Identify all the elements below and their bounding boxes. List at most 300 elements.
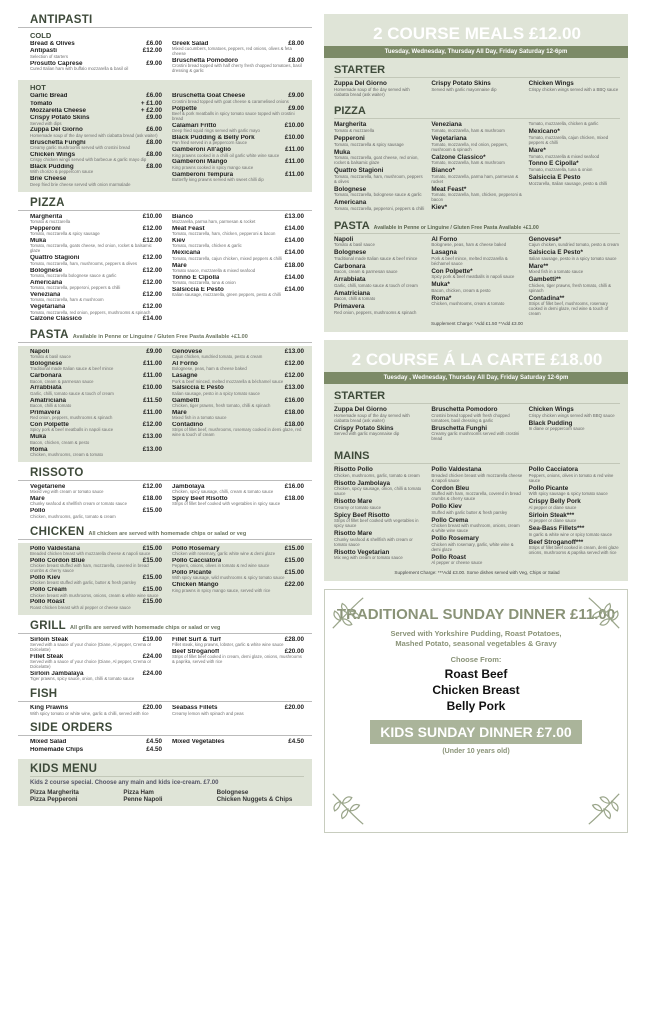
menu-item-price: £12.00 xyxy=(284,359,304,367)
special-item-name: Meat Feast* xyxy=(431,185,467,193)
menu-item xyxy=(172,238,304,249)
special-item-name: Roma* xyxy=(431,294,452,302)
special-item-name: Zuppa Del Giorno xyxy=(334,406,387,414)
meals-starter-col-1 xyxy=(334,81,425,99)
pizza-col-2 xyxy=(172,214,304,324)
meals-pizza-grid xyxy=(334,122,620,213)
olive-branch-icon xyxy=(329,594,367,632)
menu-item xyxy=(30,292,162,303)
menu-item-price: £9.00 xyxy=(146,114,162,122)
menu-item-name: Calamari Fritto xyxy=(172,122,217,129)
menu-item-name: Bread & Olives xyxy=(30,41,75,47)
special-item-name: Risotto Mare xyxy=(334,498,373,506)
special-item-name: Contadina** xyxy=(528,294,565,302)
special-item-description: Tomato, mozzarella & spicy sausage xyxy=(334,141,404,147)
menu-item-price: £12.00 xyxy=(142,303,162,311)
menu-item-description: Deep fried brie cheese served with onion marmalade xyxy=(30,181,131,187)
kids-item: Bolognese xyxy=(216,789,249,797)
special-item-name: Tonno E Cipolla* xyxy=(528,160,579,168)
menu-item-name: Primavera xyxy=(30,409,61,416)
special-item-name: Bolognese xyxy=(334,249,367,257)
menu-item-description: Chicken breast with mushrooms, onions, cream & white wine sauce xyxy=(30,592,159,598)
menu-item xyxy=(30,575,162,586)
special-item-name: Bruschetta Pomodoro xyxy=(431,406,498,414)
special-item-description: Tomato, mozzarella, pepperoni, peppers & chilli xyxy=(334,205,425,211)
menu-item-row xyxy=(30,101,162,107)
menu-item-price: £13.00 xyxy=(284,347,304,355)
menu-item-description: Garlic, chilli, tomato sauce & touch of cream xyxy=(30,390,114,396)
menu-item-name: Brie Cheese xyxy=(30,176,67,183)
special-item-name: Salsiccia E Pesto* xyxy=(528,249,583,257)
menu-item-price: £14.00 xyxy=(142,315,162,323)
menu-item xyxy=(30,48,162,59)
special-item-description: Bacon, chicken, cream & pesto xyxy=(431,287,491,293)
meals-pizza-col-3 xyxy=(529,122,620,213)
special-item-name: Lasagna xyxy=(431,249,457,257)
menu-item xyxy=(30,385,162,396)
menu-item xyxy=(172,135,304,146)
menu-item-price: £22.00 xyxy=(284,581,304,589)
menu-item-description: Tomato, mozzarella, chicken & garlic xyxy=(172,243,242,249)
special-item-description: Red onion, peppers, mushrooms & spinach xyxy=(334,309,417,315)
menu-item-description: Tomato, mozzarella, ham, chicken, pepperoni & bacon xyxy=(172,231,276,237)
chicken-col-2 xyxy=(172,546,304,612)
menu-item-description: Creamy lemon with spinach and peas xyxy=(172,710,244,716)
menu-item-name: Mixed Vegetables xyxy=(172,739,225,746)
pizza-section xyxy=(18,214,312,324)
chicken-note: All chicken are served with homemade chips or salad or veg xyxy=(88,530,247,537)
menu-item-row xyxy=(30,108,162,114)
special-item-name: Risotto Mare xyxy=(334,530,373,538)
menu-item-price: £4.50 xyxy=(146,745,162,753)
menu-item-price: £14.00 xyxy=(284,286,304,294)
menu-item-price: £18.00 xyxy=(142,495,162,503)
side-col-1 xyxy=(30,739,162,754)
menu-item-price: £15.00 xyxy=(142,573,162,581)
menu-item-description: Chicken, spicy sausage, chilli, cream & tomato sauce xyxy=(172,489,274,495)
menu-item-price: £10.00 xyxy=(142,212,162,220)
sunday-copy-line: Served with Yorkshire Pudding, Roast Potatoes, xyxy=(390,629,562,639)
special-item-name: Muka* xyxy=(431,281,450,289)
menu-item-name: King Prawns xyxy=(30,705,69,712)
menu-item-description: King prawns cooked in spicy mango sauce xyxy=(172,164,254,170)
kids-item: Pizza Ham xyxy=(123,789,154,797)
special-item-name: Chicken Wings xyxy=(528,80,574,87)
menu-item-description: Tomato, mozzarella bolognese sauce & garlic xyxy=(30,272,117,278)
menu-item-name: Homemade Chips xyxy=(30,746,84,753)
carte-mains-col-2 xyxy=(431,467,522,568)
menu-item xyxy=(172,649,304,665)
menu-item xyxy=(30,214,162,225)
carte-supplement-note: Supplement Charge: ***Add £3.00. Some dishes served with Veg, Chips or Salad xyxy=(394,570,560,576)
menu-item xyxy=(172,582,304,593)
menu-item xyxy=(30,93,162,99)
menu-item-description: Bacon, chilli & tomato xyxy=(30,402,72,408)
two-course-meals-hours: Tuesday, Wednesday, Thursday All Day, Friday Saturday 12-6pm xyxy=(324,46,628,58)
menu-item-name: Pollo Rosemary xyxy=(172,545,220,552)
special-item-description: Served with garlic mayonnaise dip xyxy=(334,431,400,437)
menu-item-name: Mare xyxy=(172,409,187,416)
menu-item-description: Strips of fillet beef cooked in cream, demi glaze, onions, mushrooms & paprika, served with rice xyxy=(172,654,302,665)
special-item-name: Crispy Potato Skins xyxy=(431,80,491,87)
fish-heading: FISH xyxy=(18,688,312,702)
chicken-section xyxy=(18,543,312,615)
menu-item xyxy=(172,226,304,237)
menu-item-description: Crostini bread topped with goat cheese & caramelised onions xyxy=(172,98,289,104)
special-item-description: Bolognese, peas, ham & cheese baked xyxy=(431,242,507,248)
menu-item-name: Black Pudding & Belly Pork xyxy=(172,134,255,141)
menu-item-description: Chunky seafood & shellfish cream or tomato sauce xyxy=(30,501,127,507)
special-item-name: Pollo Crema xyxy=(431,516,469,524)
special-item-name: Bianco* xyxy=(431,167,455,175)
menu-item-price: £11.00 xyxy=(143,359,162,367)
menu-item-price: £9.00 xyxy=(288,92,304,100)
menu-item-price: £24.00 xyxy=(142,670,162,678)
menu-item-price: £15.00 xyxy=(142,556,162,564)
special-item-name: Al Forno xyxy=(431,235,458,243)
menu-item-description: Mixed fish in a tomato sauce xyxy=(172,415,227,421)
menu-item xyxy=(172,250,304,261)
special-item-description: Chicken, spicy sausage, onion, chilli & tomato sauce xyxy=(334,486,422,497)
menu-item-name: Jambolaya xyxy=(172,483,205,490)
menu-item xyxy=(172,637,304,648)
menu-item-name: Chicken Wings xyxy=(30,151,76,158)
special-item-name: Crispy Potato Skins xyxy=(334,424,394,432)
menu-item-name: Sirloin Steak xyxy=(30,636,69,643)
kids-item: Chicken Nuggets & Chips xyxy=(216,796,293,804)
menu-item-price: £12.00 xyxy=(142,47,162,55)
special-item-description: Creamy garlic mushrooms served with crostini bread xyxy=(431,431,520,442)
menu-item-description: Tiger prawns, spicy sauce, onion, chilli & tomato sauce xyxy=(30,676,135,682)
menu-item-price: £15.00 xyxy=(284,569,304,577)
menu-item-description: With chorizo & peppercorn sauce xyxy=(30,169,94,175)
olive-branch-icon xyxy=(329,790,367,828)
menu-item-description: Chicken, mushrooms, garlic, tomato & cream xyxy=(30,513,116,519)
a-la-carte-card xyxy=(324,340,628,581)
risotto-section xyxy=(18,484,312,521)
pasta-title: PASTA xyxy=(30,328,69,341)
menu-item-description: Crostini bread topped with half cherry fresh chopped tomatoes, basil dressing & garlic xyxy=(172,63,302,74)
pasta-section xyxy=(18,346,312,462)
menu-item-description: Tomato & mozzarella xyxy=(30,218,71,224)
special-item-name: Amatriciana xyxy=(334,289,371,297)
menu-item-name: Tomato xyxy=(30,100,53,107)
special-item-description: Peppers, onions, olives in tomato & red wine sauce xyxy=(528,472,614,483)
special-item-name: Bruschetta Funghi xyxy=(431,424,487,432)
carte-mains-grid xyxy=(334,467,620,568)
special-item-name: Americana xyxy=(334,199,367,207)
meals-supplement-note: Supplement Charge: *Add £1.50 **Add £3.00 xyxy=(431,321,523,327)
menu-item-description: Tomato sauce, mozzarella & mixed seafood xyxy=(172,267,256,273)
meals-starter-heading: STARTER xyxy=(334,64,620,78)
special-item-name: Con Polpette* xyxy=(431,267,473,275)
menu-item-name: Bruschetta Goat Cheese xyxy=(172,93,246,100)
menu-item xyxy=(30,108,162,114)
menu-item-description: King prawns cooked in a chilli oil garlic white wine sauce xyxy=(172,152,280,158)
menu-item xyxy=(30,508,162,519)
special-item-description: Crispy chicken wings served with a BBQ sauce xyxy=(528,86,619,92)
menu-item-name: Bruschetta Pomodoro xyxy=(172,58,239,65)
special-item-name: Arrabbiata xyxy=(334,276,366,284)
menu-item xyxy=(30,739,162,745)
menu-item xyxy=(30,127,162,138)
menu-item-description: Beef & pork meatballs in spicy tomato sauce topped with crostini bread xyxy=(172,110,295,121)
menu-item-price: £12.00 xyxy=(142,290,162,298)
special-item-description: Tomato, mozzarella, chicken & garlic xyxy=(528,121,599,127)
menu-item-price: £12.00 xyxy=(284,372,304,380)
menu-item-name: Bolognese xyxy=(30,360,63,367)
menu-item-price: £9.00 xyxy=(146,59,162,67)
menu-item-description: Bacon, chicken, cream & pesto xyxy=(30,439,90,445)
menu-item-price: £19.00 xyxy=(142,635,162,643)
menu-item-description: Pan fried served in a peppercorn sauce xyxy=(172,140,248,146)
menu-item-price: £10.00 xyxy=(284,133,304,141)
menu-item-price: £12.00 xyxy=(142,237,162,245)
special-item-name: Quattro Stagioni xyxy=(334,167,384,175)
special-item-description: With spicy sausage & spicy tomato sauce xyxy=(528,491,608,497)
menu-item-name: Zuppa Del Giorno xyxy=(30,127,83,134)
menu-item-price: £11.00 xyxy=(143,372,162,380)
menu-item-name: Vegetariana xyxy=(30,304,66,311)
menu-item xyxy=(30,558,162,574)
menu-item-name: Pollo Cordon Blue xyxy=(30,557,85,564)
menu-item-price: £12.00 xyxy=(142,254,162,262)
menu-item xyxy=(30,101,162,107)
sunday-option: Belly Pork xyxy=(446,699,506,714)
menu-item-description: Roast chicken breast with al pepper or cheese sauce xyxy=(30,604,131,610)
cold-subheading: COLD xyxy=(30,31,52,40)
menu-item-name: Gamberoni Tempura xyxy=(172,171,234,178)
special-item-name: Genovese* xyxy=(528,235,562,243)
menu-item-row xyxy=(30,739,162,745)
menu-item-price: £8.00 xyxy=(146,163,162,171)
menu-item-name: Bianco xyxy=(172,213,193,220)
kids-col-2 xyxy=(123,789,210,803)
special-item-name: Pollo Cacciatora xyxy=(528,466,578,474)
menu-item-price: £11.00 xyxy=(285,170,304,178)
menu-item-name: Gambetti xyxy=(172,397,200,404)
menu-item-description: Spicy pork & beef meatballs in napoli sauce xyxy=(30,427,114,433)
menu-item-name: Antipasti xyxy=(30,48,57,55)
menu-item-name: Prosutto Caprese xyxy=(30,60,83,67)
menu-item-name: Pollo xyxy=(30,508,46,515)
special-item-description: Strips of fillet beef cooked in cream, demi glaze onions, mushrooms & paprika served with rice xyxy=(528,545,619,556)
special-item-description: Tomato, mozzarella, tuna & onion xyxy=(528,167,593,173)
menu-item-price: £13.00 xyxy=(284,212,304,220)
menu-item-description: Breaded chicken breast with mozzarella cheese & napoli sauce xyxy=(30,550,151,556)
menu-item-name: Polpette xyxy=(172,105,197,112)
right-specials-pane xyxy=(324,14,628,833)
menu-item xyxy=(30,61,162,72)
menu-item xyxy=(30,410,162,421)
olive-branch-icon xyxy=(585,594,623,632)
meals-pizza-col-2 xyxy=(431,122,522,213)
menu-item-price: £15.00 xyxy=(142,598,162,606)
special-item-name: Pepperoni xyxy=(334,135,365,143)
menu-item-row xyxy=(30,93,162,99)
chicken-title: CHICKEN xyxy=(30,525,85,538)
menu-item xyxy=(30,361,162,372)
special-item-description: Tomato & basil sauce xyxy=(334,242,375,248)
menu-item xyxy=(172,739,304,745)
special-item-description: Mixed fish in a tomato sauce xyxy=(528,269,584,275)
menu-item-description: Chicken, mushrooms, cream & tomato xyxy=(30,451,104,457)
pizza-heading: PIZZA xyxy=(18,197,312,211)
special-item-name: Mare** xyxy=(528,262,549,270)
special-item-description: Al pepper or diane sauce xyxy=(528,518,577,524)
menu-item-name: Seabass Fillets xyxy=(172,705,218,712)
meals-starter-col-3 xyxy=(529,81,620,99)
carte-mains-heading: MAINS xyxy=(334,450,620,464)
menu-item-price: £18.00 xyxy=(284,408,304,416)
grill-section xyxy=(18,637,312,684)
menu-item xyxy=(172,93,304,104)
special-item-name: Calzone Classico* xyxy=(431,153,486,161)
menu-item-price: £12.00 xyxy=(142,482,162,490)
menu-item-description: Tomato, mozzarella, ham & mushroom xyxy=(30,297,104,303)
sunday-choose-label: Choose From: xyxy=(450,654,502,664)
kids-menu-section xyxy=(18,759,312,806)
menu-item-name: Con Polpette xyxy=(30,422,69,429)
menu-item-description: Red onion, peppers, mushrooms & spinach xyxy=(30,415,113,421)
menu-item-price: £18.00 xyxy=(284,421,304,429)
special-item-description: Spicy pork & beef meatballs in napoli sauce xyxy=(431,274,515,280)
meals-pasta-note: Available in Penne or Linguine / Gluten Free Pasta Available +£1.00 xyxy=(373,224,539,231)
menu-item-name: Calzone Classico xyxy=(30,316,82,323)
hot-subheading: HOT xyxy=(30,83,46,93)
menu-item xyxy=(172,172,304,183)
special-item-description: Al pepper or cheese sauce xyxy=(431,560,483,566)
menu-item-price: £11.00 xyxy=(285,146,304,154)
menu-item-description: Pork & beef minced, melted mozzarella & béchamel sauce xyxy=(172,378,284,384)
menu-item-price: £8.00 xyxy=(288,40,304,47)
menu-item-description: Mixed veg with cream or tomato sauce xyxy=(30,489,104,495)
menu-item-description: Chicken, tiger prawns, fresh tomato, chilli & spinach xyxy=(172,402,271,408)
special-item-description: Homemade soup of the day served with ciabatta bread (ask waiter) xyxy=(334,86,410,97)
menu-item-price: £9.00 xyxy=(288,104,304,112)
grill-col-1 xyxy=(30,637,162,684)
carte-starter-heading: STARTER xyxy=(334,390,620,404)
menu-item-price: £8.00 xyxy=(146,138,162,146)
special-item-name: Pollo Rosemary xyxy=(431,535,479,543)
special-item-name: Risotto Vegetarian xyxy=(334,548,390,556)
menu-item-name: Garlic Bread xyxy=(30,93,68,100)
menu-item xyxy=(30,671,162,682)
menu-item-name: Greek Salad xyxy=(172,41,209,47)
menu-item-price: £8.00 xyxy=(288,57,304,65)
special-item-description: Chicken breast with mushroom, onions, cream & white wine sauce xyxy=(431,523,520,534)
menu-item-description: Italian sausage, pesto in a spicy tomato sauce xyxy=(172,390,260,396)
special-item-description: Creamy or tomato sauce xyxy=(334,504,382,510)
menu-item-name: Pollo Roast xyxy=(30,599,65,606)
menu-item xyxy=(172,159,304,170)
sunday-options xyxy=(325,666,627,715)
menu-item-name: Muka xyxy=(30,238,47,245)
menu-item-description: Mozzarella, parma ham, parmesan & rocket xyxy=(172,218,256,224)
special-item-description: Mix veg with cream or tomato sauce xyxy=(334,555,403,561)
menu-item-description: Tomato, mozzarella, cajun chicken, mixed peppers & chilli xyxy=(172,255,282,261)
menu-item-price: £20.00 xyxy=(142,704,162,712)
special-item-name: Beef Stroganoff*** xyxy=(528,538,584,546)
menu-item-description: Strips of fillet beef cooked with vegetables in spicy sauce xyxy=(172,501,281,507)
menu-item-description: Chicken with rosemary, garlic white wine & demi glaze xyxy=(172,550,276,556)
special-item-description: Tomato, mozzarella, ham, chicken, pepperoni & bacon xyxy=(431,192,522,203)
hot-col-2 xyxy=(172,93,304,188)
menu-item xyxy=(172,349,304,360)
menu-item-price: £11.50 xyxy=(143,396,162,404)
menu-item-price: £11.00 xyxy=(143,408,162,416)
menu-item-price: £12.00 xyxy=(142,266,162,274)
menu-item-price: £13.00 xyxy=(284,384,304,392)
kids-item: Pizza Pepperoni xyxy=(30,796,78,804)
menu-item xyxy=(30,304,162,315)
carte-mains-col-3 xyxy=(529,467,620,568)
menu-item-name: Veneziana xyxy=(30,291,61,298)
menu-item-description: With spicy tomato or white wine, garlic & chilli, served with rice xyxy=(30,710,149,716)
special-item-name: Bolognese xyxy=(334,185,367,193)
menu-item-name: Fillet Steak xyxy=(30,653,64,660)
special-item-name: Cordon Bleu xyxy=(431,484,470,492)
menu-item-price: £15.00 xyxy=(284,544,304,552)
menu-item xyxy=(172,106,304,122)
special-item-name: Sirloin Steak*** xyxy=(528,511,575,519)
menu-item xyxy=(172,570,304,581)
menu-item-name: Mixed Salad xyxy=(30,739,67,746)
special-item-description: Mozzarella, Italian sausage, pesto & chilli xyxy=(528,180,608,186)
special-item-name: Zuppa Del Giorno xyxy=(334,80,387,87)
menu-item-description: Bacon, cream & parmesan sauce xyxy=(30,378,94,384)
side-orders-section xyxy=(18,739,312,754)
menu-item xyxy=(172,123,304,134)
special-item-description: Breaded chicken breast with mozzarella cheese & napoli sauce xyxy=(431,472,523,483)
menu-item-price: £16.00 xyxy=(284,396,304,404)
menu-item-name: Mare xyxy=(172,262,187,269)
menu-item xyxy=(172,546,304,557)
menu-item-description: Tomato, mozzarella, goats cheese, red onion, rocket & balsamic glaze xyxy=(30,243,152,254)
menu-item xyxy=(30,546,162,557)
menu-item-price: £28.00 xyxy=(284,635,304,643)
meals-pasta-col-1 xyxy=(334,237,425,320)
side-col-2 xyxy=(172,739,304,754)
menu-item-description: Served with dips xyxy=(30,120,62,126)
menu-item-name: Margherita xyxy=(30,213,63,220)
menu-item-description: Fillet steak, king prawns, lobster, garlic & white wine sauce xyxy=(172,641,284,647)
special-item-name: Salsiccia E Pesto xyxy=(528,174,581,181)
menu-item-description: Selection of starters xyxy=(30,53,68,59)
fish-col-2 xyxy=(172,705,304,717)
kids-col-3 xyxy=(217,789,304,803)
special-item-name: Carbonara xyxy=(334,262,366,270)
menu-item-price: + £1.00 xyxy=(140,99,162,107)
menu-item-description: Deep fried squid rings served with garlic mayo xyxy=(172,128,260,134)
menu-item xyxy=(172,41,304,57)
special-item-description: Tomato, mozzarella, ham & mushroom xyxy=(431,160,505,166)
special-item-description: In garlic & white wine or spicy tomato sauce xyxy=(528,531,613,537)
menu-item-price: £6.00 xyxy=(146,126,162,134)
menu-item xyxy=(30,496,162,507)
menu-item xyxy=(30,654,162,670)
special-item-description: Chicken, tiger prawns, fresh tomato, chilli & spinach xyxy=(528,282,612,293)
menu-item-description: Chicken breast stuffed with ham, mozzarella, covered in bread crumbs & cherry sauce xyxy=(30,563,149,574)
meals-starter-grid xyxy=(334,81,620,99)
menu-item xyxy=(30,164,162,175)
menu-item-name: Mexicana xyxy=(172,250,201,257)
olive-branch-icon xyxy=(585,790,623,828)
menu-item xyxy=(172,410,304,421)
menu-item xyxy=(30,140,162,151)
menu-item xyxy=(172,58,304,74)
special-item-description: Bacon, cream & parmesan sauce xyxy=(334,269,398,275)
